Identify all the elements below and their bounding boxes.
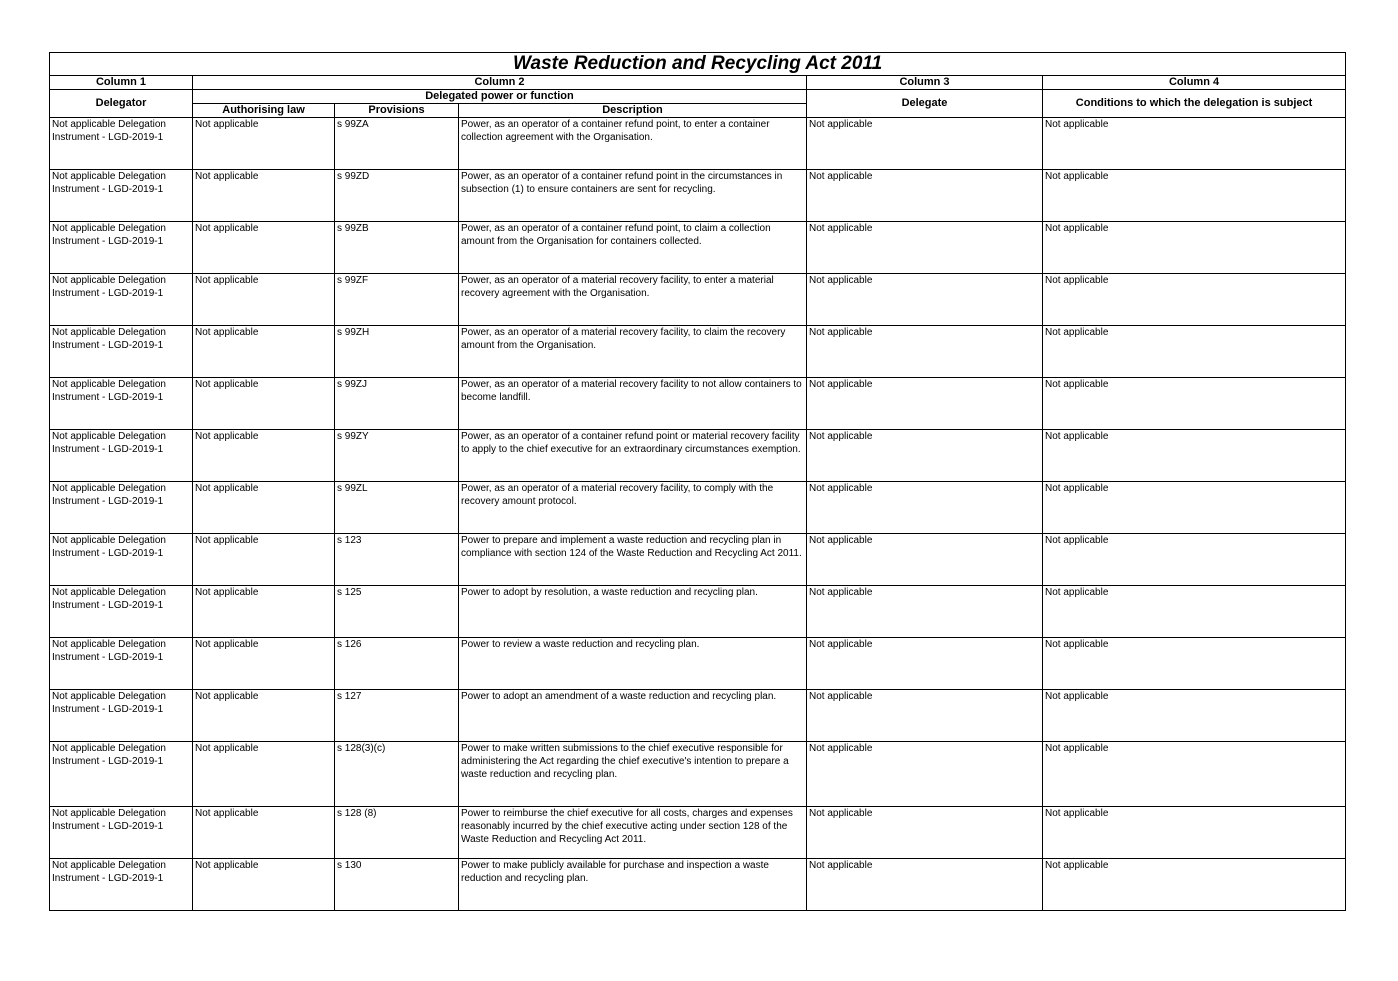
column-4-header: Column 4 (1043, 76, 1346, 90)
delegator-cell: Not applicable Delegation Instrument - LGD-2019-1 (50, 859, 193, 911)
conditions-cell: Not applicable (1043, 170, 1346, 222)
conditions-cell: Not applicable (1043, 807, 1346, 859)
provision-cell: s 99ZD (335, 170, 459, 222)
table-row (50, 118, 1346, 170)
table-row (50, 690, 1346, 742)
authorising-law-cell: Not applicable (193, 482, 335, 534)
delegator-cell: Not applicable Delegation Instrument - LGD-2019-1 (50, 482, 193, 534)
conditions-cell: Not applicable (1043, 430, 1346, 482)
description-cell: Power, as an operator of a material recovery facility, to claim the recovery amount from the Organisation. (459, 326, 807, 378)
document-title: Waste Reduction and Recycling Act 2011 (50, 53, 1346, 76)
delegate-cell: Not applicable (807, 222, 1043, 274)
delegator-cell: Not applicable Delegation Instrument - LGD-2019-1 (50, 118, 193, 170)
conditions-cell: Not applicable (1043, 326, 1346, 378)
description-cell: Power, as an operator of a material recovery facility to not allow containers to become landfill. (459, 378, 807, 430)
description-cell: Power to make written submissions to the chief executive responsible for administering the Act regarding the chief executive's intention to prepare a waste reduction and recycling plan. (459, 742, 807, 807)
delegate-cell: Not applicable (807, 118, 1043, 170)
authorising-law-header: Authorising law (193, 104, 335, 118)
authorising-law-cell: Not applicable (193, 274, 335, 326)
delegate-cell: Not applicable (807, 638, 1043, 690)
table-row (50, 274, 1346, 326)
table-row (50, 326, 1346, 378)
delegator-cell: Not applicable Delegation Instrument - LGD-2019-1 (50, 742, 193, 807)
description-cell: Power, as an operator of a container refund point or material recovery facility to apply to the chief executive for an extraordinary circumstances exemption. (459, 430, 807, 482)
provision-cell: s 99ZH (335, 326, 459, 378)
conditions-cell: Not applicable (1043, 586, 1346, 638)
authorising-law-cell: Not applicable (193, 742, 335, 807)
delegator-cell: Not applicable Delegation Instrument - LGD-2019-1 (50, 586, 193, 638)
conditions-cell: Not applicable (1043, 638, 1346, 690)
delegator-cell: Not applicable Delegation Instrument - LGD-2019-1 (50, 807, 193, 859)
provision-cell: s 99ZF (335, 274, 459, 326)
description-cell: Power to adopt an amendment of a waste reduction and recycling plan. (459, 690, 807, 742)
delegator-header: Delegator (50, 90, 193, 118)
delegate-cell: Not applicable (807, 274, 1043, 326)
table-row (50, 638, 1346, 690)
provision-cell: s 99ZL (335, 482, 459, 534)
table-row (50, 430, 1346, 482)
delegator-cell: Not applicable Delegation Instrument - LGD-2019-1 (50, 326, 193, 378)
delegate-cell: Not applicable (807, 534, 1043, 586)
description-cell: Power, as an operator of a material recovery facility, to enter a material recovery agreement with the Organisation. (459, 274, 807, 326)
authorising-law-cell: Not applicable (193, 326, 335, 378)
conditions-cell: Not applicable (1043, 482, 1346, 534)
authorising-law-cell: Not applicable (193, 534, 335, 586)
conditions-cell: Not applicable (1043, 742, 1346, 807)
authorising-law-cell: Not applicable (193, 222, 335, 274)
description-cell: Power to review a waste reduction and recycling plan. (459, 638, 807, 690)
authorising-law-cell: Not applicable (193, 807, 335, 859)
provision-cell: s 99ZA (335, 118, 459, 170)
delegator-cell: Not applicable Delegation Instrument - LGD-2019-1 (50, 222, 193, 274)
delegation-table (49, 52, 1346, 911)
provision-cell: s 127 (335, 690, 459, 742)
provision-cell: s 99ZJ (335, 378, 459, 430)
delegate-cell: Not applicable (807, 378, 1043, 430)
table-row (50, 742, 1346, 807)
delegate-cell: Not applicable (807, 807, 1043, 859)
description-cell: Power, as an operator of a container refund point in the circumstances in subsection (1) to ensure containers are sent for recycling. (459, 170, 807, 222)
description-header: Description (459, 104, 807, 118)
table-row (50, 534, 1346, 586)
conditions-cell: Not applicable (1043, 378, 1346, 430)
delegator-cell: Not applicable Delegation Instrument - LGD-2019-1 (50, 430, 193, 482)
description-cell: Power, as an operator of a material recovery facility, to comply with the recovery amount protocol. (459, 482, 807, 534)
conditions-cell: Not applicable (1043, 274, 1346, 326)
authorising-law-cell: Not applicable (193, 378, 335, 430)
description-cell: Power to adopt by resolution, a waste reduction and recycling plan. (459, 586, 807, 638)
table-row (50, 586, 1346, 638)
delegator-cell: Not applicable Delegation Instrument - LGD-2019-1 (50, 534, 193, 586)
authorising-law-cell: Not applicable (193, 170, 335, 222)
delegator-cell: Not applicable Delegation Instrument - LGD-2019-1 (50, 170, 193, 222)
provisions-header: Provisions (335, 104, 459, 118)
description-cell: Power to reimburse the chief executive for all costs, charges and expenses reasonably incurred by the chief executive acting under section 128 of the Waste Reduction and Recycling Act 2011. (459, 807, 807, 859)
delegator-cell: Not applicable Delegation Instrument - LGD-2019-1 (50, 274, 193, 326)
authorising-law-cell: Not applicable (193, 690, 335, 742)
description-cell: Power to prepare and implement a waste reduction and recycling plan in compliance with section 124 of the Waste Reduction and Recycling Act 2011. (459, 534, 807, 586)
table-row (50, 859, 1346, 911)
delegator-cell: Not applicable Delegation Instrument - LGD-2019-1 (50, 378, 193, 430)
conditions-cell: Not applicable (1043, 859, 1346, 911)
provision-cell: s 130 (335, 859, 459, 911)
description-cell: Power, as an operator of a container refund point, to enter a container collection agreement with the Organisation. (459, 118, 807, 170)
authorising-law-cell: Not applicable (193, 859, 335, 911)
provision-cell: s 126 (335, 638, 459, 690)
delegate-header: Delegate (807, 90, 1043, 118)
table-row (50, 482, 1346, 534)
conditions-cell: Not applicable (1043, 690, 1346, 742)
authorising-law-cell: Not applicable (193, 586, 335, 638)
provision-cell: s 99ZY (335, 430, 459, 482)
description-cell: Power to make publicly available for purchase and inspection a waste reduction and recycling plan. (459, 859, 807, 911)
delegate-cell: Not applicable (807, 430, 1043, 482)
conditions-cell: Not applicable (1043, 118, 1346, 170)
delegator-cell: Not applicable Delegation Instrument - LGD-2019-1 (50, 690, 193, 742)
delegate-cell: Not applicable (807, 170, 1043, 222)
table-row (50, 807, 1346, 859)
delegate-cell: Not applicable (807, 482, 1043, 534)
table-row (50, 170, 1346, 222)
provision-cell: s 99ZB (335, 222, 459, 274)
provision-cell: s 128(3)(c) (335, 742, 459, 807)
conditions-cell: Not applicable (1043, 534, 1346, 586)
delegate-cell: Not applicable (807, 326, 1043, 378)
column-3-header: Column 3 (807, 76, 1043, 90)
conditions-cell: Not applicable (1043, 222, 1346, 274)
delegated-power-header: Delegated power or function (193, 90, 807, 104)
authorising-law-cell: Not applicable (193, 638, 335, 690)
delegate-cell: Not applicable (807, 859, 1043, 911)
table-row (50, 222, 1346, 274)
description-cell: Power, as an operator of a container refund point, to claim a collection amount from the Organisation for containers collected. (459, 222, 807, 274)
column-1-header: Column 1 (50, 76, 193, 90)
table-body (50, 118, 1346, 911)
provision-cell: s 125 (335, 586, 459, 638)
delegator-cell: Not applicable Delegation Instrument - LGD-2019-1 (50, 638, 193, 690)
column-2-header: Column 2 (193, 76, 807, 90)
delegate-cell: Not applicable (807, 742, 1043, 807)
delegate-cell: Not applicable (807, 586, 1043, 638)
authorising-law-cell: Not applicable (193, 118, 335, 170)
provision-cell: s 128 (8) (335, 807, 459, 859)
table-row (50, 378, 1346, 430)
delegate-cell: Not applicable (807, 690, 1043, 742)
conditions-header: Conditions to which the delegation is subject (1043, 90, 1346, 118)
authorising-law-cell: Not applicable (193, 430, 335, 482)
provision-cell: s 123 (335, 534, 459, 586)
